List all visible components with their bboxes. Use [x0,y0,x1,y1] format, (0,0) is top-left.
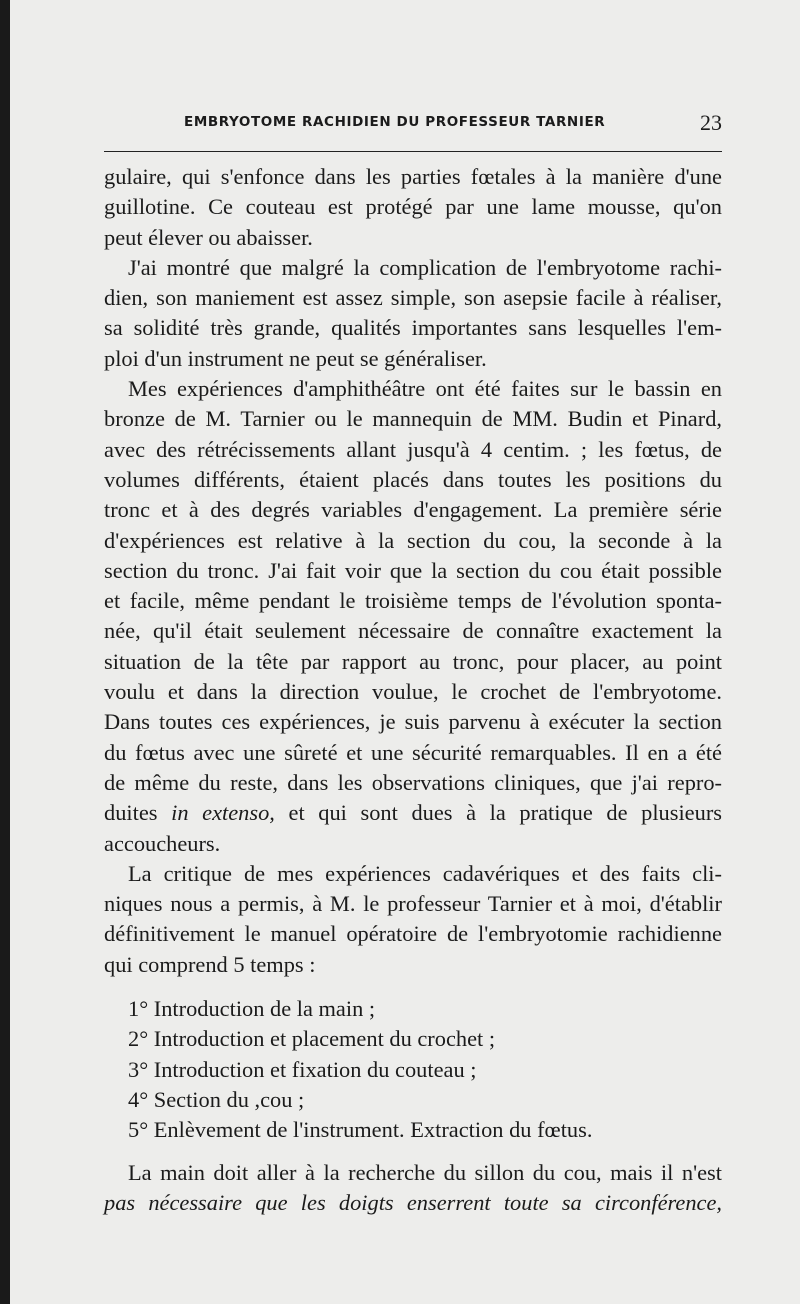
text-line: situation de la tête par rapport au tronc, pour placer, au point [104,648,722,674]
paragraph-2 [104,253,722,374]
list-item: 1° Introduction de la main ; [128,996,376,1022]
text-line: sa solidité très grande, qualités importantes sans lesquelles l'em- [104,315,722,341]
text-fragment: duites [104,800,172,826]
text-line: du fœtus avec une sûreté et une sécurité remarquables. Il en a été [104,739,722,765]
text-line: La critique de mes expériences cadavériques et des faits cli- [128,860,722,886]
italic-phrase: pas nécessaire que les doigts enserrent toute sa circonférence, [104,1189,722,1215]
list-item: 2° Introduction et placement du crochet ; [128,1026,496,1052]
text-line: La main doit aller à la recherche du sillon du cou, mais il n'est [128,1159,722,1185]
text-line: section du tronc. J'ai fait voir que la section du cou était possible [104,557,722,583]
text-line: voulu et dans la direction voulue, le crochet de l'embryotome. [104,679,722,705]
body-text [104,162,722,1218]
text-line: définitivement le manuel opératoire de l'embryotomie rachidienne [104,921,722,947]
running-head: EMBRYOTOME RACHIDIEN DU PROFESSEUR TARNIER [184,114,606,130]
paragraph-1 [104,162,722,253]
text-line: guillotine. Ce couteau est protégé par une lame mousse, qu'on [104,194,722,220]
paragraph-5 [104,1158,722,1219]
text-line [104,1188,722,1218]
text-line: d'expériences est relative à la section du cou, la seconde à la [104,527,722,553]
text-fragment: et qui sont dues à la pratique de plusieurs [274,800,722,826]
text-line [104,798,722,828]
text-line: volumes différents, étaient placés dans toutes les positions du [104,466,722,492]
text-line: ploi d'un instrument ne peut se généraliser. [104,345,487,371]
list-item: 4° Section du ,cou ; [128,1086,305,1112]
text-line: et facile, même pendant le troisième temps de l'évolution sponta- [104,588,722,614]
text-line: Dans toutes ces expériences, je suis parvenu à exécuter la section [104,709,722,735]
text-line: accoucheurs. [104,830,221,856]
paragraph-3 [104,374,722,859]
text-line: J'ai montré que malgré la complication de l'embryotome rachi- [128,254,722,280]
paragraph-4 [104,859,722,980]
text-line: tronc et à des degrés variables d'engagement. La première série [104,497,722,523]
header-rule [104,151,722,152]
text-line: de même du reste, dans les observations cliniques, que j'ai repro- [104,769,722,795]
list-item: 5° Enlèvement de l'instrument. Extraction du fœtus. [128,1117,593,1143]
steps-list [104,994,722,1145]
text-line: avec des rétrécissements allant jusqu'à 4 centim. ; les fœtus, de [104,436,722,462]
list-item: 3° Introduction et fixation du couteau ; [128,1056,477,1082]
text-line: Mes expériences d'amphithéâtre ont été faites sur le bassin en [128,376,722,402]
page-number: 23 [700,110,722,135]
book-page [10,0,800,1304]
text-line: bronze de M. Tarnier ou le mannequin de MM. Budin et Pinard, [104,406,722,432]
text-line: niques nous a permis, à M. le professeur Tarnier et à moi, d'établir [104,891,722,917]
text-line: dien, son maniement est assez simple, son asepsie facile à réaliser, [104,285,722,311]
text-line: née, qu'il était seulement nécessaire de connaître exactement la [104,618,722,644]
text-line: qui comprend 5 temps : [104,951,316,977]
page-header [104,110,724,136]
italic-phrase: in extenso, [171,800,275,826]
text-line: peut élever ou abaisser. [104,224,313,250]
text-line: gulaire, qui s'enfonce dans les parties fœtales à la manière d'une [104,164,722,189]
